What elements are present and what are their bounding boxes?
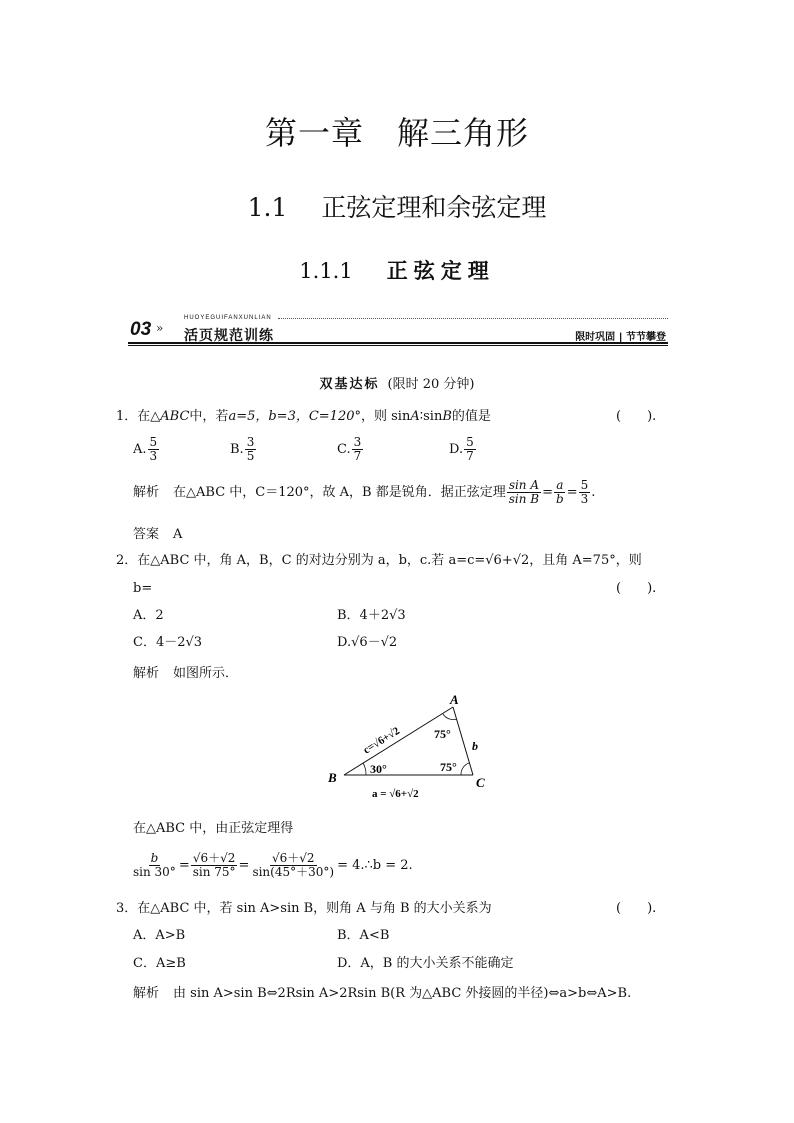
angle-c-arc — [461, 763, 469, 775]
option-fraction — [245, 436, 257, 463]
answer-label: 答案 — [133, 527, 160, 542]
denominator: 3 — [149, 449, 158, 463]
section-title: 正弦定理和余弦定理 — [321, 193, 547, 222]
analysis-text: 在△ABC 中，C＝120°，故 A，B 都是锐角．据正弦定理 — [173, 485, 506, 500]
angle-a-label: 75° — [434, 727, 451, 741]
numerator: 5 — [149, 435, 158, 449]
exercise-header — [0, 376, 794, 394]
banner-dotted-line — [278, 318, 668, 319]
numerator: 5 — [466, 435, 474, 449]
option-letter: A. — [133, 442, 147, 457]
equation-fraction — [191, 852, 238, 879]
q1-analysis — [133, 479, 595, 506]
analysis-text: 由 sin A>sin B⇔2Rsin A>2Rsin B(R 为△ABC 外接圆的半径)⇔a>b⇔A>B. — [173, 986, 632, 1001]
equation-fraction — [250, 852, 336, 879]
equation-fraction — [131, 852, 178, 879]
denominator: sin 30° — [133, 865, 176, 879]
analysis-fraction — [554, 479, 566, 506]
q1-text-a: 在△ — [137, 409, 161, 424]
side-a-label: a = √6+√2 — [372, 788, 419, 800]
denominator: sin B — [508, 492, 540, 506]
q2-option-a: A．2 — [133, 608, 164, 623]
q2-line2: b= — [133, 581, 153, 596]
option-letter: D. — [449, 442, 464, 457]
denominator: 7 — [466, 449, 474, 463]
q2-option-b: B．4＋2√3 — [337, 608, 406, 623]
q2-answer-paren: ( ). — [616, 581, 657, 596]
q2-line1: 在△ABC 中，角 A，B，C 的对边分别为 a，b，c.若 a=c=√6+√2，且角 A=75°，则 — [137, 553, 642, 568]
equals: = — [178, 858, 190, 873]
banner-pinyin: HUOYEGUIFANXUNLIAN — [184, 315, 272, 321]
denominator: 7 — [353, 449, 362, 463]
section-heading — [0, 188, 794, 224]
denominator: 5 — [246, 449, 255, 463]
q1-text-c: ，则 sin — [361, 409, 411, 424]
banner-number: 03 — [130, 319, 152, 340]
q3-option-c: C．A≥B — [133, 956, 186, 971]
question-2 — [116, 552, 642, 570]
q2-option-d: D.√6－√2 — [337, 635, 398, 650]
banner-title: 活页规范训练 — [184, 327, 274, 343]
numerator: 3 — [246, 435, 255, 449]
q1-text-b: 中，若 — [189, 409, 229, 424]
side-b-label: b — [472, 739, 478, 753]
q2-analysis — [133, 665, 238, 683]
q1-colon: ∶sin — [419, 409, 443, 424]
subsection-title: 正弦定理 — [386, 258, 495, 283]
q1-answer — [133, 526, 182, 544]
chapter-title: 第一章 解三角形 — [264, 114, 529, 152]
q3-analysis — [133, 985, 631, 1003]
denominator: sin(45°＋30°) — [252, 865, 335, 879]
angle-b-arc — [363, 763, 366, 775]
banner-rule — [128, 342, 668, 344]
numerator: √6＋√2 — [271, 851, 315, 865]
q3-text: 在△ABC 中，若 sin A>sin B，则角 A 与角 B 的大小关系为 — [137, 901, 492, 916]
q1-abc: ABC — [160, 409, 190, 424]
banner-right-left: 限时巩固 — [575, 332, 616, 343]
vertex-c-label: C — [476, 775, 485, 790]
triangle-figure — [320, 690, 500, 802]
q1-option-b — [230, 436, 257, 463]
option-fraction — [148, 436, 160, 463]
option-letter: B. — [230, 442, 244, 457]
banner-right-right: 节节攀登 — [626, 332, 666, 343]
analysis-fraction — [507, 479, 541, 506]
analysis-label: 解析 — [133, 485, 160, 500]
banner-rule-thin — [128, 345, 668, 346]
numerator: √6＋√2 — [192, 851, 236, 865]
vertex-b-label: B — [328, 770, 337, 785]
analysis-label: 解析 — [133, 666, 160, 681]
numerator: b — [150, 851, 159, 865]
q1-option-d — [449, 436, 477, 463]
q1-option-a — [133, 436, 160, 463]
option-letter: C. — [337, 442, 351, 457]
equals: = — [542, 485, 554, 500]
numerator: a — [556, 478, 564, 492]
numerator: 3 — [353, 435, 362, 449]
question-1 — [116, 408, 491, 426]
q1-b: B — [442, 409, 452, 424]
q2-option-c: C．4－2√3 — [133, 635, 203, 650]
answer-value: A — [173, 527, 183, 542]
subsection-number: 1.1.1 — [299, 259, 353, 283]
question-number: 1． — [116, 409, 138, 424]
denominator: b — [556, 492, 564, 506]
option-fraction — [352, 436, 364, 463]
chevron-icon: » — [156, 321, 164, 335]
q3-option-b: B．A<B — [337, 928, 390, 943]
practice-banner — [128, 315, 668, 345]
equation-tail: = 4.∴b = 2. — [337, 858, 413, 873]
question-number: 3． — [116, 901, 138, 916]
analysis-text: 如图所示． — [173, 666, 239, 681]
q1-a: A — [410, 409, 420, 424]
denominator: sin 75° — [192, 865, 236, 879]
side-c-label: c=√6+√2 — [361, 724, 402, 757]
question-3 — [116, 900, 492, 918]
question-number: 2． — [116, 553, 138, 568]
subsection-heading — [0, 255, 794, 285]
numerator: sin A — [508, 478, 540, 492]
side-c-line — [344, 707, 453, 775]
q3-option-d: D．A，B 的大小关系不能确定 — [337, 956, 514, 971]
q1-answer-paren: ( ). — [616, 409, 657, 424]
analysis-fraction — [579, 479, 591, 506]
equals: = — [238, 858, 250, 873]
option-fraction — [464, 436, 476, 463]
q2-equation — [130, 852, 413, 879]
exercise-title: 双基达标 — [319, 377, 380, 392]
q2-after-text: 在△ABC 中，由正弦定理得 — [133, 821, 294, 836]
denominator: 3 — [580, 492, 589, 506]
equals: = — [566, 485, 578, 500]
q3-answer-paren: ( ). — [616, 901, 657, 916]
q1-text-d: 的值是 — [451, 409, 491, 424]
banner-separator: | — [619, 332, 622, 343]
angle-b-label: 30° — [370, 762, 387, 776]
period: . — [591, 485, 596, 500]
vertex-a-label: A — [450, 692, 459, 707]
q1-option-c — [337, 436, 364, 463]
q1-condition: a=5，b=3，C=120° — [228, 409, 361, 424]
analysis-label: 解析 — [133, 986, 160, 1001]
q3-option-a: A．A>B — [133, 928, 186, 943]
angle-c-label: 75° — [440, 760, 457, 774]
banner-right-label — [575, 328, 666, 343]
numerator: 5 — [580, 478, 589, 492]
section-number: 1.1 — [247, 193, 288, 222]
exercise-time: (限时 20 分钟) — [387, 377, 475, 392]
